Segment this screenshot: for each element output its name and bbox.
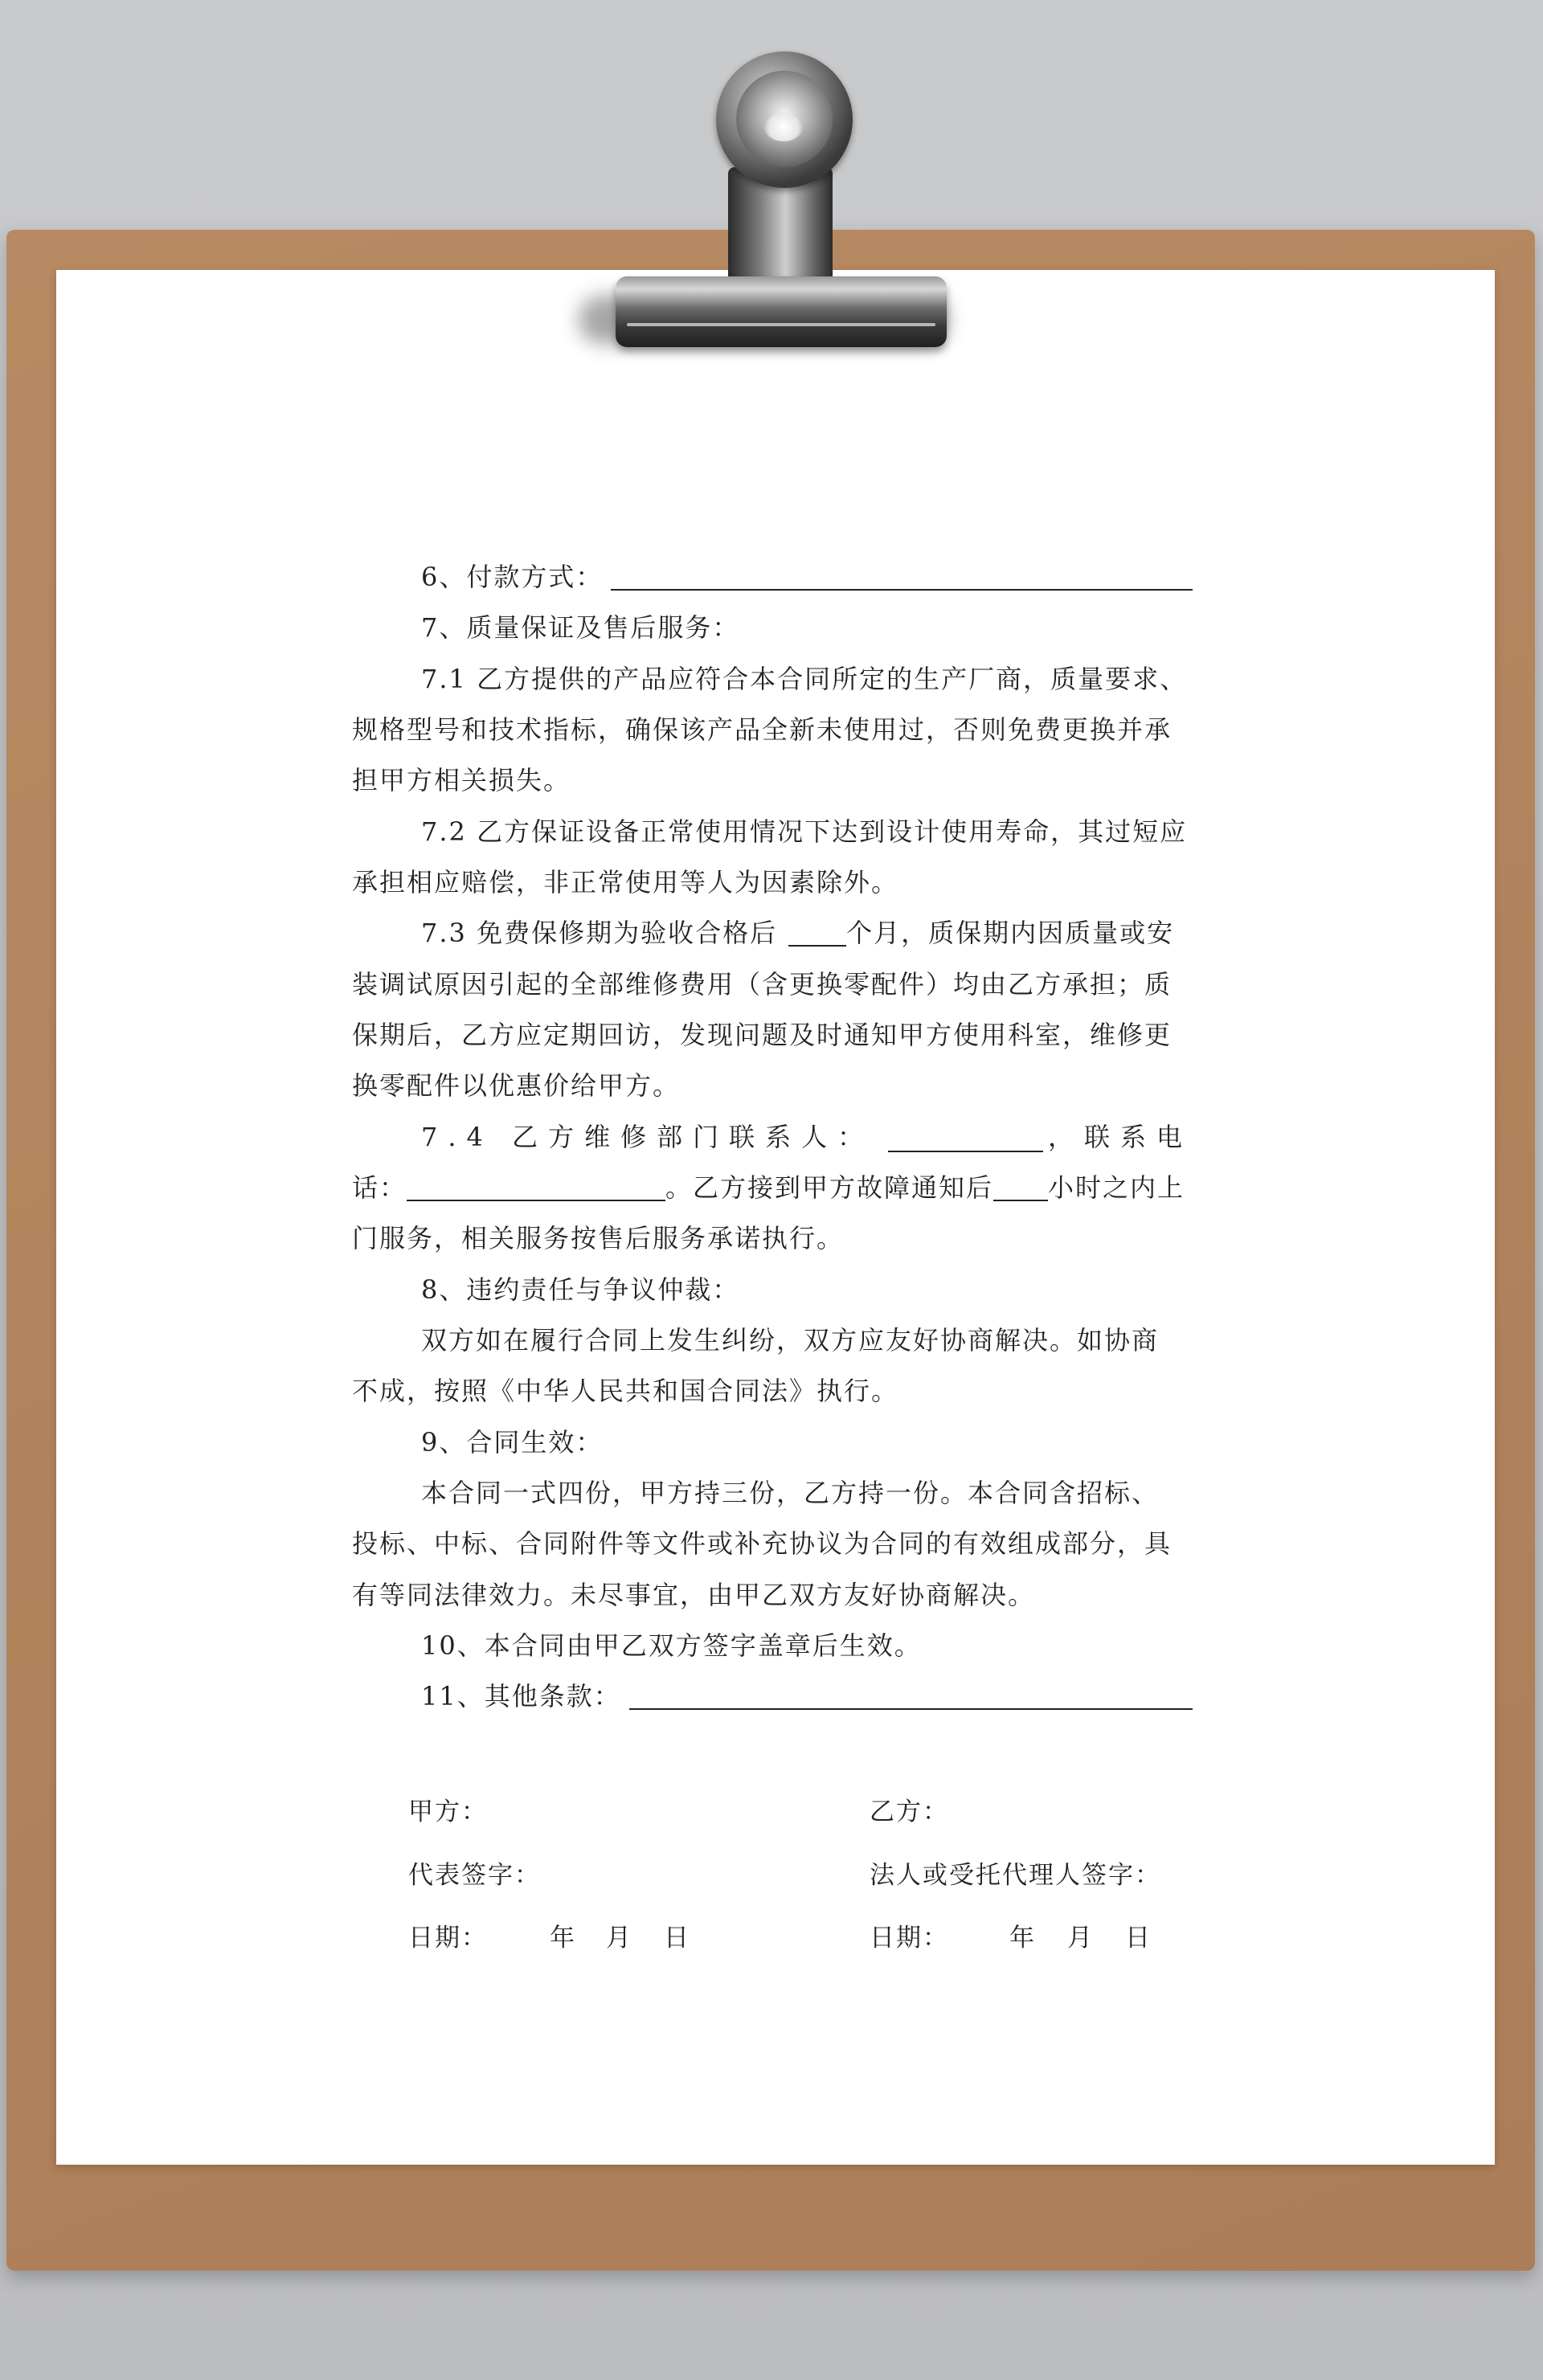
clause-7-2-line-2: 承担相应赔偿，非正常使用等人为因素除外。 [352,867,899,898]
clause-11-other-terms [352,1674,1193,1719]
clause-6-payment [352,554,1193,599]
clause-9-line-2: 投标、中标、合同附件等文件或补充协议为合同的有效组成部分，具 [352,1528,1173,1559]
party-b-date-year: 年 [1009,1924,1036,1953]
legal-representative-signature-label: 法人或受托代理人签字： [870,1861,1161,1890]
clause-8-line-1: 双方如在履行合同上发生纠纷，双方应友好协商解决。如协商 [421,1325,1160,1356]
clause-text: 小时之内上 [1048,1172,1185,1203]
clause-text: 话： [352,1172,407,1203]
binder-clip-highlight [627,323,935,326]
clause-text: 7.3 免费保修期为验收合格后 [421,918,778,948]
clause-8-line-2: 不成，按照《中华人民共和国合同法》执行。 [352,1376,899,1406]
contact-phone-blank[interactable] [407,1171,665,1201]
clause-text: 个月，质保期内因质量或安 [846,918,1175,948]
clause-11-label: 11、其他条款： [421,1681,621,1711]
clause-7-heading: 7、质量保证及售后服务： [421,612,740,643]
clause-7-4-line-3: 门服务，相关服务按售后服务承诺执行。 [352,1223,845,1253]
clause-7-3-line-3: 保期后，乙方应定期回访，发现问题及时通知甲方使用科室，维修更 [352,1020,1173,1050]
other-terms-blank[interactable] [629,1679,1193,1710]
party-b-date-day: 日 [1125,1924,1152,1953]
representative-signature-label: 代表签字： [408,1861,541,1890]
clause-9-heading: 9、合同生效： [421,1427,604,1458]
clause-7-4-line-2 [352,1165,1193,1210]
clause-7-4-line-1 [352,1114,1193,1159]
clause-7-2-line-1: 7.2 乙方保证设备正常使用情况下达到设计使用寿命，其过短应 [421,816,1188,847]
clause-6-label: 6、付款方式： [421,562,604,592]
clause-7-3-line-1 [352,910,1193,955]
party-a-date-year: 年 [550,1924,576,1953]
clause-9-line-3: 有等同法律效力。未尽事宜，由甲乙双方友好协商解决。 [352,1580,1036,1610]
clause-7-3-line-4: 换零配件以优惠价给甲方。 [352,1070,681,1101]
clause-7-1-line-3: 担甲方相关损失。 [352,765,571,795]
binder-clip-hole [764,112,803,141]
party-b-date-label: 日期： [870,1924,949,1953]
clause-10: 10、本合同由甲乙双方签字盖章后生效。 [421,1630,922,1661]
party-a-label: 甲方： [408,1797,488,1826]
party-a-date-month: 月 [606,1924,632,1953]
response-hours-blank[interactable] [993,1171,1048,1201]
warranty-months-blank[interactable] [788,916,846,947]
clause-7-1-line-2: 规格型号和技术指标，确保该产品全新未使用过，否则免费更换并承 [352,714,1173,745]
clause-text: 7.4 乙方维修部门联系人： [421,1122,874,1152]
clause-9-line-1: 本合同一式四份，甲方持三份，乙方持一份。本合同含招标、 [421,1478,1160,1508]
clause-7-1-line-1 [352,656,1193,701]
party-a-date-label: 日期： [408,1924,488,1953]
contact-person-blank[interactable] [888,1122,1043,1152]
party-a-date-day: 日 [664,1924,690,1953]
binder-clip-base [616,276,947,347]
clause-7-3-line-2: 装调试原因引起的全部维修费用（含更换零配件）均由乙方承担；质 [352,969,1173,1000]
clause-text: 7.1 乙方提供的产品应符合本合同所定的生产厂商，质量要求、 [421,664,1188,694]
clause-text: ，联系电 [1047,1122,1193,1152]
clause-text: 。乙方接到甲方故障通知后 [665,1172,994,1203]
clause-8-heading: 8、违约责任与争议仲裁： [421,1274,740,1305]
payment-method-blank[interactable] [611,560,1193,591]
party-b-date-month: 月 [1067,1924,1094,1953]
party-b-label: 乙方： [870,1797,949,1826]
